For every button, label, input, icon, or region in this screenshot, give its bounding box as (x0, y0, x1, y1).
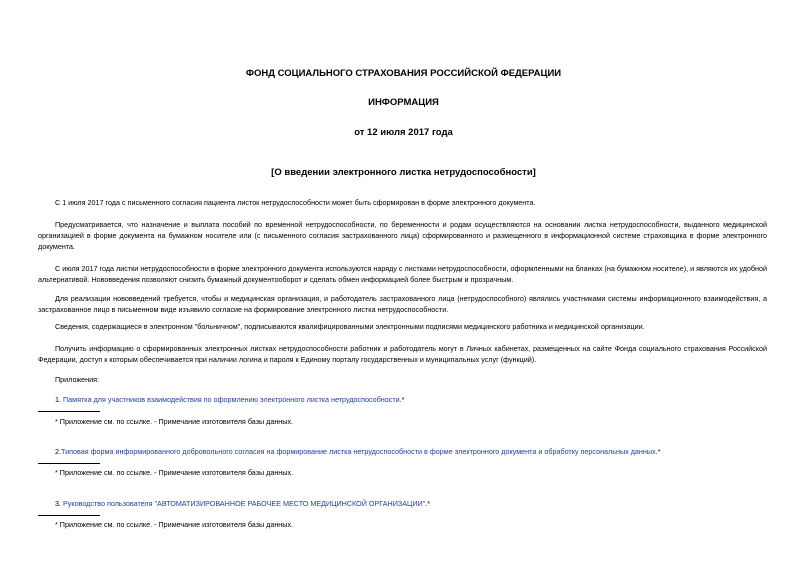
paragraph-1: С 1 июля 2017 года с письменного согласия пациента листок нетрудоспособности может быть сформирован в форме электронного документа. (55, 198, 536, 207)
appendix-number: 1. (55, 395, 63, 404)
appendix-number: 2. (55, 447, 61, 456)
appendix-suffix: .* (399, 395, 405, 404)
appendix-suffix: .* (655, 447, 661, 456)
footnote-note: * Приложение см. по ссылке. - Примечание изготовителя базы данных. (55, 468, 294, 477)
footnote-divider (38, 515, 100, 516)
paragraph-2: Предусматривается, что назначение и выплата пособий по временной нетрудоспособности, по беременности и родам осуществляются на основании листка нетрудоспособности, выданного медицинской организацией в форме документа на бумажном носителе или (с письменного согласия застрахованного лица) сформированного и размещенного в информационной системе страховщика в форме электронного документа. (38, 220, 767, 251)
appendix-item-1 (38, 394, 778, 405)
appendix-link-memo[interactable]: Памятка для участников взаимодействия по оформлению электронного листка нетрудоспособности (63, 395, 400, 404)
paragraph-4: Для реализации нововведений требуется, чтобы и медицинская организация, и работодатель застрахованного лица (нетрудоспособного) являлись участниками системы информационного взаимодействия, а застрахованное лицо в письменном виде изъявило согласие на формирование электронного листка нетрудоспособности. (38, 294, 767, 314)
appendix-suffix: .* (425, 499, 430, 508)
paragraph-3: С июля 2017 года листки нетрудоспособности в форме электронного документа используются наряду с листками нетрудоспособности, оформленными на бланках (на бумажном носителе), и являются их удобной альтернативой. Нововведения позволяют снизить бумажный документооборот и сделать обмен информацией более быстрым и прозрачным. (38, 264, 767, 284)
organization-heading: ФОНД СОЦИАЛЬНОГО СТРАХОВАНИЯ РОССИЙСКОЙ ФЕДЕРАЦИИ (245, 68, 562, 79)
appendix-link-user-guide[interactable]: Руководство пользователя "АВТОМАТИЗИРОВАННОЕ РАБОЧЕЕ МЕСТО МЕДИЦИНСКОЙ ОРГАНИЗАЦИИ" (63, 499, 426, 508)
document-type-heading: ИНФОРМАЦИЯ (368, 97, 439, 108)
appendix-number: 3. (55, 499, 63, 508)
document-date: от 12 июля 2017 года (354, 127, 453, 138)
document-title: [О введении электронного листка нетрудоспособности] (271, 167, 536, 178)
paragraph-5: Сведения, содержащиеся в электронном "больничном", подписываются квалифицированными электронными подписями медицинского работника и медицинской организации. (55, 322, 645, 331)
appendix-item-3 (38, 498, 778, 509)
paragraph-6: Получить информацию о сформированных электронных листках нетрудоспособности работник и работодатель могут в Личных кабинетах, размещенных на сайте Фонда социального страхования Российской Федерации, доступ к которым обеспечивается при наличии логина и пароля к Единому порталу государственных и муниципальных услуг (функций). (38, 344, 767, 364)
footnote-note: * Приложение см. по ссылке. - Примечание изготовителя базы данных. (55, 520, 294, 529)
footnote-note: * Приложение см. по ссылке. - Примечание изготовителя базы данных. (55, 417, 294, 426)
appendix-link-consent-form[interactable]: Типовая форма информированного добровольного согласия на формирование листка нетрудоспособности в форме электронного документа и обработку персональных данных (61, 447, 656, 456)
appendix-item-2 (38, 446, 778, 457)
footnote-divider (38, 411, 100, 412)
appendix-label: Приложения: (55, 375, 100, 384)
footnote-divider (38, 463, 100, 464)
